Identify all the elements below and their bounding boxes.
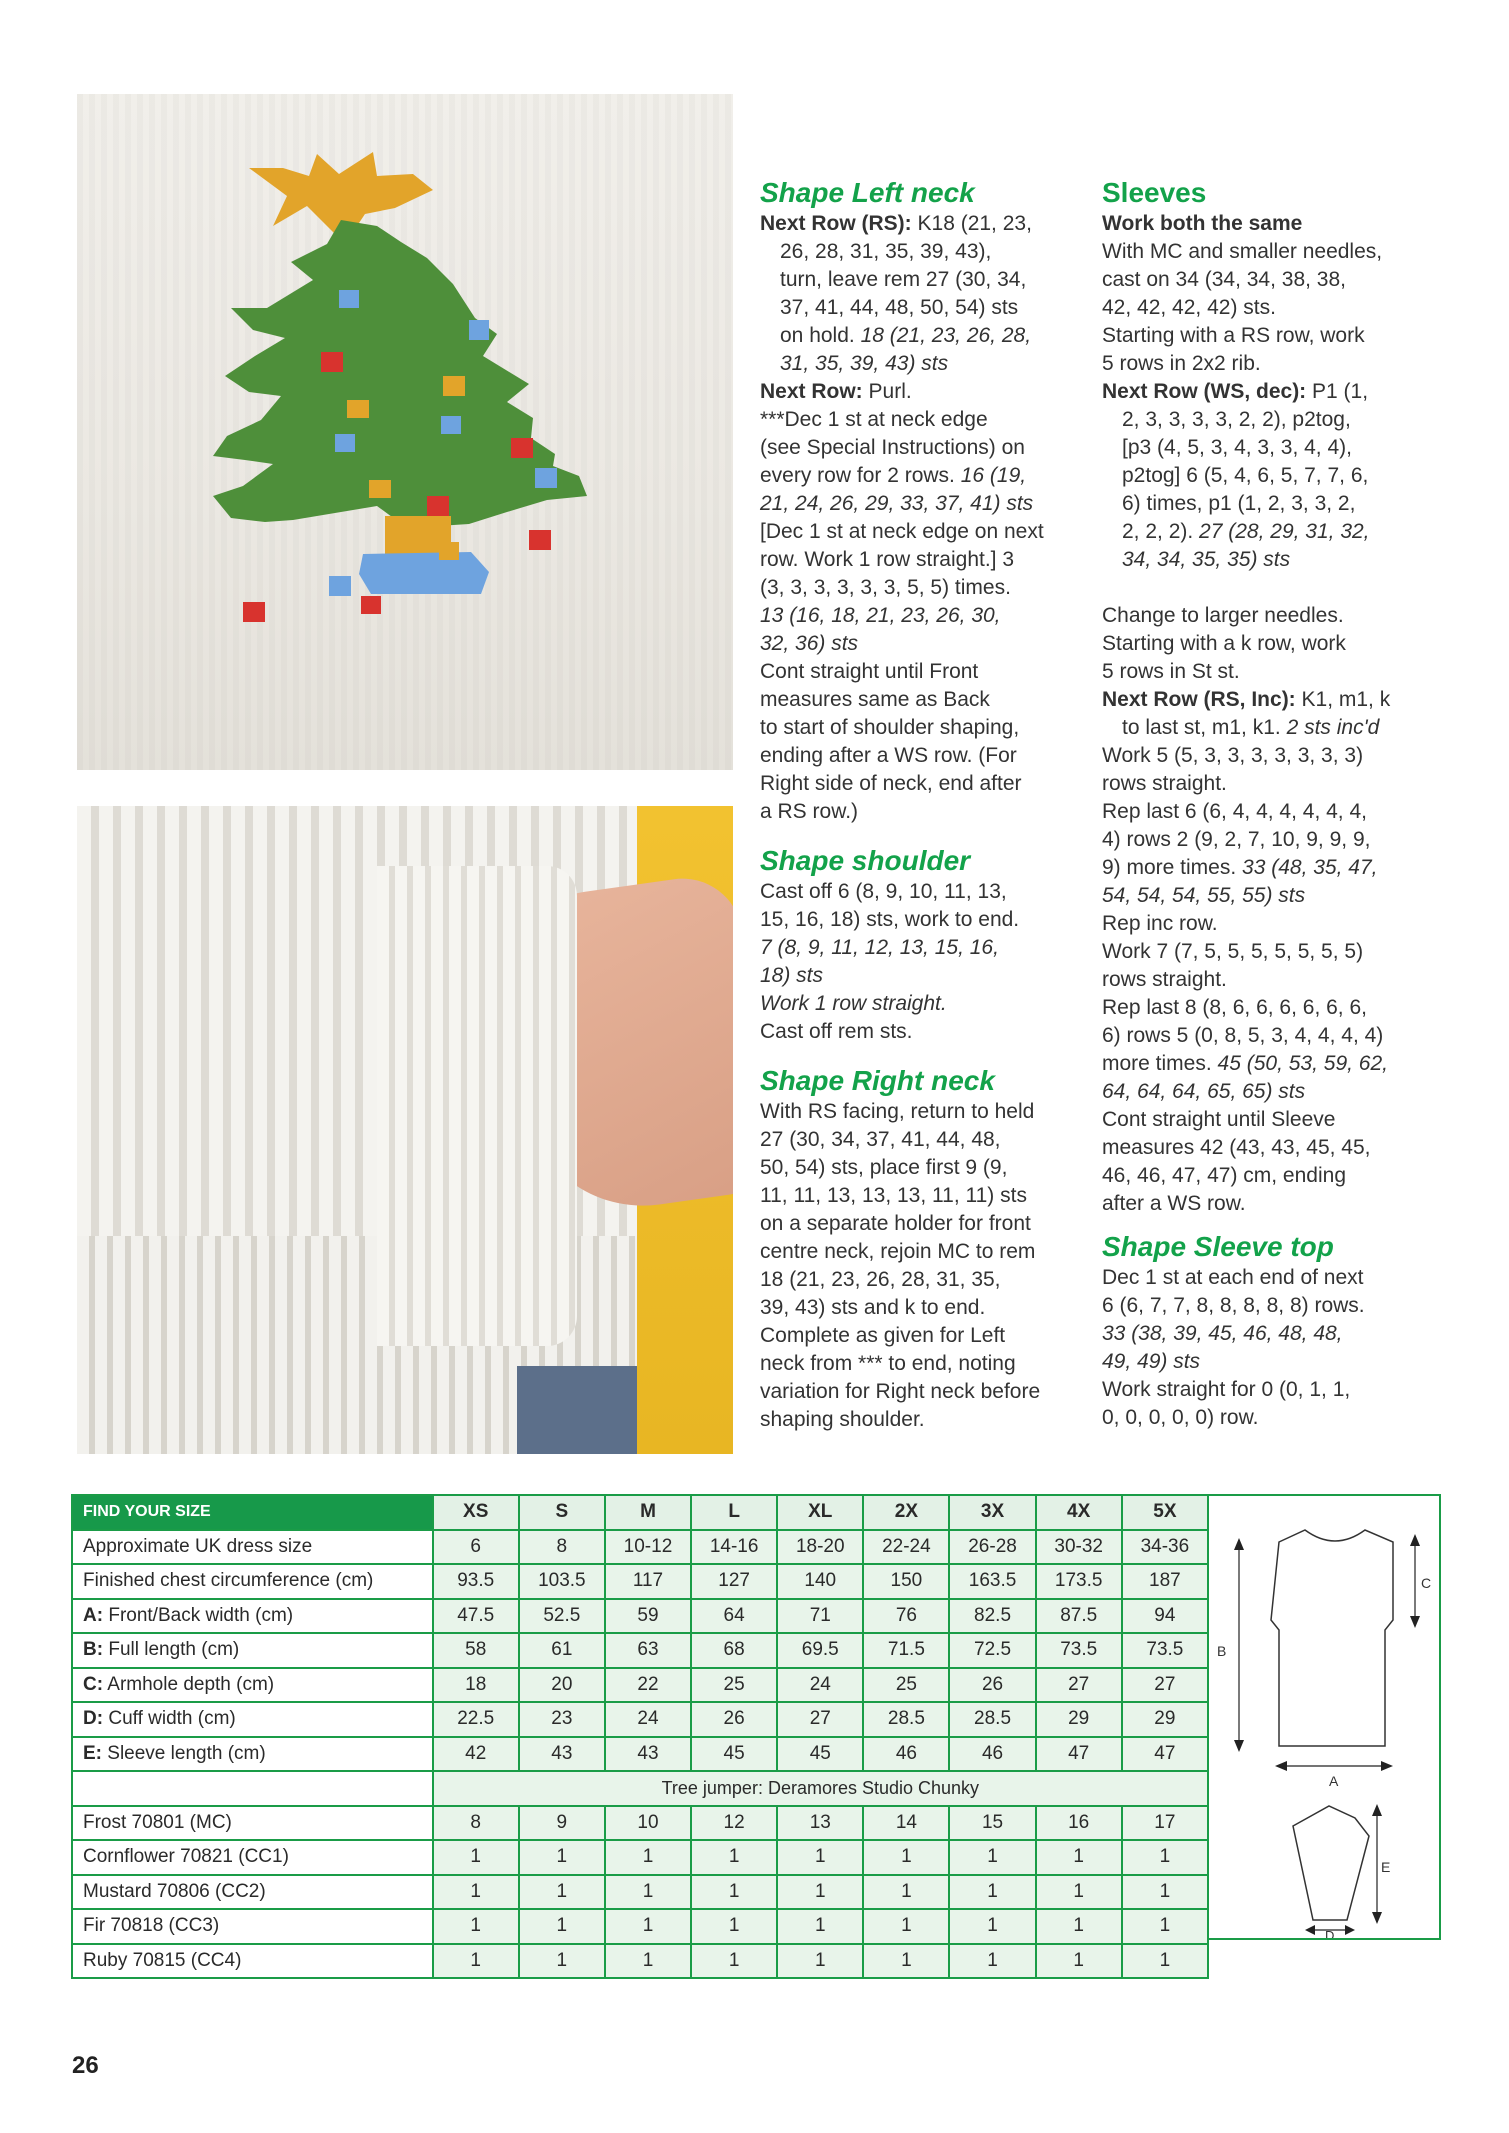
table-cell: 1 <box>605 1875 691 1910</box>
size-header-m: M <box>605 1495 691 1530</box>
table-cell: 28.5 <box>949 1702 1035 1737</box>
table-cell: 1 <box>1122 1909 1208 1944</box>
row-label: C: Armhole depth (cm) <box>72 1668 433 1703</box>
row-label: D: Cuff width (cm) <box>72 1702 433 1737</box>
table-cell: 45 <box>691 1737 777 1772</box>
sweater-front-photo <box>77 94 733 770</box>
table-cell: 64 <box>691 1599 777 1634</box>
table-cell: 1 <box>519 1875 605 1910</box>
table-cell: 1 <box>433 1840 519 1875</box>
table-cell: 26 <box>949 1668 1035 1703</box>
row-label: B: Full length (cm) <box>72 1633 433 1668</box>
table-cell: 1 <box>691 1875 777 1910</box>
table-row <box>72 1530 1208 1565</box>
table-cell: 1 <box>777 1909 863 1944</box>
table-row <box>72 1564 1208 1599</box>
size-header-3x: 3X <box>949 1495 1035 1530</box>
table-cell: 12 <box>691 1806 777 1841</box>
size-header-xl: XL <box>777 1495 863 1530</box>
table-cell: 1 <box>1036 1840 1122 1875</box>
table-cell: 15 <box>949 1806 1035 1841</box>
table-cell: 29 <box>1036 1702 1122 1737</box>
table-cell: 103.5 <box>519 1564 605 1599</box>
table-cell: 47 <box>1122 1737 1208 1772</box>
yarn-row <box>72 1944 1208 1979</box>
table-cell: 43 <box>519 1737 605 1772</box>
table-cell: 34-36 <box>1122 1530 1208 1565</box>
table-cell: 1 <box>863 1875 949 1910</box>
table-cell: 1 <box>1122 1944 1208 1979</box>
table-cell: 1 <box>605 1909 691 1944</box>
size-table <box>71 1494 1209 1979</box>
table-cell: 46 <box>949 1737 1035 1772</box>
table-cell: 22 <box>605 1668 691 1703</box>
table-cell: 9 <box>519 1806 605 1841</box>
size-header-2x: 2X <box>863 1495 949 1530</box>
table-cell: 1 <box>777 1944 863 1979</box>
table-cell: 47.5 <box>433 1599 519 1634</box>
heading-shape-left-neck: Shape Left neck <box>760 177 975 208</box>
table-cell: 73.5 <box>1036 1633 1122 1668</box>
yarn-label: Ruby 70815 (CC4) <box>72 1944 433 1979</box>
heading-shape-shoulder: Shape shoulder <box>760 845 971 876</box>
table-cell: 173.5 <box>1036 1564 1122 1599</box>
table-cell: 1 <box>519 1840 605 1875</box>
table-cell: 1 <box>949 1875 1035 1910</box>
size-header-row <box>72 1495 1208 1530</box>
sleeve-cuff-photo <box>77 806 733 1454</box>
label-a: A <box>1329 1773 1339 1789</box>
table-cell: 18-20 <box>777 1530 863 1565</box>
size-header-5x: 5X <box>1122 1495 1208 1530</box>
body-outline <box>1271 1530 1393 1746</box>
table-cell: 127 <box>691 1564 777 1599</box>
table-cell: 87.5 <box>1036 1599 1122 1634</box>
table-cell: 117 <box>605 1564 691 1599</box>
table-cell: 8 <box>519 1530 605 1565</box>
table-cell: 73.5 <box>1122 1633 1208 1668</box>
table-cell: 1 <box>691 1944 777 1979</box>
sleeve-cuff <box>377 866 577 1346</box>
table-cell: 1 <box>1036 1909 1122 1944</box>
sleeve-outline <box>1293 1806 1369 1920</box>
table-cell: 22-24 <box>863 1530 949 1565</box>
garment-schematic <box>1209 1496 1439 1938</box>
table-cell: 25 <box>863 1668 949 1703</box>
table-cell: 82.5 <box>949 1599 1035 1634</box>
table-cell: 150 <box>863 1564 949 1599</box>
schematic-diagram <box>1209 1494 1441 1940</box>
table-cell: 140 <box>777 1564 863 1599</box>
table-cell: 27 <box>1122 1668 1208 1703</box>
pattern-column-left: Shape Left neck Next Row (RS): K18 (21, 23, 26, 28, 31, 35, 39, 43), turn, leave rem 27 (30, 34, 37, 41, 44, 48, 50, 54) sts on hold. 18 (21, 23, 26, 28, 31, 35, 39, 43) sts Next Row: Purl. ***Dec 1 st at neck edge (see Special Instructions) on every row for 2 rows. 16 (19, 21, 24, 26, 29, 33, 37, 41) sts [Dec 1 st at neck edge on next row. Work 1 row straight.] 3 (3, 3, 3, 3, 3, 3, 5, 5) times. 13 (16, 18, 21, 23, 26, 30, 32, 36) sts Cont straight until Front measures same as Back to start of shoulder shaping, ending after a WS row. (For Right side of neck, end after a RS row.) Shape shoulder Cast off 6 (8, 9, 10, 11, 13, 15, 16, 18) sts, work to end. 7 (8, 9, 11, 12, 13, 15, 16, 18) sts Work 1 row straight. Cast off rem sts. Shape Right neck With RS facing, return to held 27 (30, 34, 37, 41, 44, 48, 50, 54) sts, place first 9 (9, 11, 11, 13, 13, 13, 11, 11) sts on a separate holder for front centre neck, rejoin MC to rem 18 (21, 23, 26, 28, 31, 35, 39, 43) sts and k to end. Complete as given for Left neck from *** to end, noting variation for Right neck before shaping shoulder. <box>760 176 1080 1434</box>
find-your-size-label: FIND YOUR SIZE <box>72 1495 433 1530</box>
table-cell: 1 <box>605 1944 691 1979</box>
row-label: Finished chest circumference (cm) <box>72 1564 433 1599</box>
table-cell: 1 <box>1122 1840 1208 1875</box>
table-cell: 30-32 <box>1036 1530 1122 1565</box>
table-cell: 52.5 <box>519 1599 605 1634</box>
label-c: C <box>1421 1575 1432 1591</box>
row-label: A: Front/Back width (cm) <box>72 1599 433 1634</box>
yarn-title: Tree jumper: Deramores Studio Chunky <box>433 1771 1208 1806</box>
table-cell: 187 <box>1122 1564 1208 1599</box>
table-cell: 1 <box>519 1944 605 1979</box>
yarn-row <box>72 1875 1208 1910</box>
table-cell: 17 <box>1122 1806 1208 1841</box>
table-cell: 14-16 <box>691 1530 777 1565</box>
table-cell: 71 <box>777 1599 863 1634</box>
table-cell: 10 <box>605 1806 691 1841</box>
yarn-label: Cornflower 70821 (CC1) <box>72 1840 433 1875</box>
jeans <box>517 1366 637 1454</box>
table-cell: 76 <box>863 1599 949 1634</box>
table-cell: 71.5 <box>863 1633 949 1668</box>
yarn-row <box>72 1806 1208 1841</box>
size-header-4x: 4X <box>1036 1495 1122 1530</box>
table-row <box>72 1668 1208 1703</box>
table-cell: 1 <box>1122 1875 1208 1910</box>
table-cell: 1 <box>863 1944 949 1979</box>
table-cell: 23 <box>519 1702 605 1737</box>
table-cell: 18 <box>433 1668 519 1703</box>
heading-shape-sleeve-top: Shape Sleeve top <box>1102 1231 1334 1262</box>
table-cell: 27 <box>1036 1668 1122 1703</box>
table-cell: 26 <box>691 1702 777 1737</box>
table-cell: 25 <box>691 1668 777 1703</box>
tree-pot <box>359 552 489 594</box>
table-cell: 1 <box>691 1840 777 1875</box>
table-cell: 72.5 <box>949 1633 1035 1668</box>
table-cell: 28.5 <box>863 1702 949 1737</box>
table-cell: 10-12 <box>605 1530 691 1565</box>
pattern-column-right: Sleeves Work both the same With MC and smaller needles, cast on 34 (34, 34, 38, 38, 42, 42, 42, 42) sts. Starting with a RS row, work 5 rows in 2x2 rib. Next Row (WS, dec): P1 (1, 2, 3, 3, 3, 3, 2, 2), p2tog, [p3 (4, 5, 3, 4, 3, 3, 4, 4), p2tog] 6 (5, 4, 6, 5, 7, 7, 6, 6) times, p1 (1, 2, 3, 3, 2, 2, 2, 2). 27 (28, 29, 31, 32, 34, 34, 35, 35) sts Change to larger needles. Starting with a k row, work 5 rows in St st. Next Row (RS, Inc): K1, m1, k to last st, m1, k1. 2 sts inc'd Work 5 (5, 3, 3, 3, 3, 3, 3, 3) rows straight. Rep last 6 (6, 4, 4, 4, 4, 4, 4, 4) rows 2 (9, 2, 7, 10, 9, 9, 9, 9) more times. 33 (48, 35, 47, 54, 54, 54, 55, 55) sts Rep inc row. Work 7 (7, 5, 5, 5, 5, 5, 5, 5) rows straight. Rep last 8 (8, 6, 6, 6, 6, 6, 6, 6) rows 5 (0, 8, 5, 3, 4, 4, 4, 4) more times. 45 (50, 53, 59, 62, 64, 64, 64, 65, 65) sts Cont straight until Sleeve measures 42 (43, 43, 45, 45, 46, 46, 47, 47) cm, ending after a WS row. Shape Sleeve top Dec 1 st at each end of next 6 (6, 7, 7, 8, 8, 8, 8, 8) rows. 33 (38, 39, 45, 46, 48, 48, 49, 49) sts Work straight for 0 (0, 1, 1, 0, 0, 0, 0, 0) row. <box>1102 176 1442 1432</box>
table-cell: 61 <box>519 1633 605 1668</box>
table-cell: 1 <box>949 1840 1035 1875</box>
size-header-s: S <box>519 1495 605 1530</box>
table-row <box>72 1737 1208 1772</box>
table-cell: 42 <box>433 1737 519 1772</box>
table-cell: 1 <box>433 1875 519 1910</box>
table-cell: 29 <box>1122 1702 1208 1737</box>
row-label: E: Sleeve length (cm) <box>72 1737 433 1772</box>
table-cell: 26-28 <box>949 1530 1035 1565</box>
yarn-row <box>72 1909 1208 1944</box>
table-cell: 1 <box>433 1909 519 1944</box>
table-cell: 6 <box>433 1530 519 1565</box>
page-number: 26 <box>72 2052 99 2079</box>
table-cell: 1 <box>777 1840 863 1875</box>
yarn-label: Frost 70801 (MC) <box>72 1806 433 1841</box>
table-cell: 43 <box>605 1737 691 1772</box>
yarn-row <box>72 1840 1208 1875</box>
next-row-label: Next Row (RS): <box>760 212 912 235</box>
table-cell: 1 <box>949 1944 1035 1979</box>
table-cell: 13 <box>777 1806 863 1841</box>
row-label: Approximate UK dress size <box>72 1530 433 1565</box>
table-cell: 27 <box>777 1702 863 1737</box>
table-cell: 163.5 <box>949 1564 1035 1599</box>
table-cell: 1 <box>1036 1944 1122 1979</box>
table-cell: 1 <box>605 1840 691 1875</box>
label-b: B <box>1217 1643 1227 1659</box>
table-row <box>72 1599 1208 1634</box>
table-cell: 24 <box>777 1668 863 1703</box>
table-cell: 1 <box>433 1944 519 1979</box>
table-cell: 1 <box>863 1909 949 1944</box>
table-cell: 14 <box>863 1806 949 1841</box>
table-cell: 45 <box>777 1737 863 1772</box>
table-cell: 1 <box>949 1909 1035 1944</box>
table-cell: 20 <box>519 1668 605 1703</box>
tree-body <box>213 220 587 528</box>
heading-shape-right-neck: Shape Right neck <box>760 1065 995 1096</box>
table-cell: 59 <box>605 1599 691 1634</box>
table-cell: 24 <box>605 1702 691 1737</box>
table-cell: 69.5 <box>777 1633 863 1668</box>
yarn-label: Mustard 70806 (CC2) <box>72 1875 433 1910</box>
table-cell: 1 <box>691 1909 777 1944</box>
label-e: E <box>1381 1859 1391 1875</box>
table-cell: 58 <box>433 1633 519 1668</box>
table-row <box>72 1702 1208 1737</box>
size-header-l: L <box>691 1495 777 1530</box>
table-cell: 68 <box>691 1633 777 1668</box>
table-cell: 1 <box>519 1909 605 1944</box>
table-cell: 8 <box>433 1806 519 1841</box>
table-row <box>72 1633 1208 1668</box>
yarn-title-row <box>72 1771 1208 1806</box>
size-header-xs: XS <box>433 1495 519 1530</box>
table-cell: 94 <box>1122 1599 1208 1634</box>
table-cell: 1 <box>863 1840 949 1875</box>
yarn-label: Fir 70818 (CC3) <box>72 1909 433 1944</box>
label-d: D <box>1325 1928 1335 1938</box>
table-cell: 46 <box>863 1737 949 1772</box>
table-cell: 47 <box>1036 1737 1122 1772</box>
christmas-tree-motif <box>77 94 733 770</box>
table-cell: 1 <box>1036 1875 1122 1910</box>
table-cell: 22.5 <box>433 1702 519 1737</box>
table-cell: 93.5 <box>433 1564 519 1599</box>
table-cell: 63 <box>605 1633 691 1668</box>
table-cell: 1 <box>777 1875 863 1910</box>
heading-sleeves: Sleeves <box>1102 177 1207 208</box>
table-cell: 16 <box>1036 1806 1122 1841</box>
